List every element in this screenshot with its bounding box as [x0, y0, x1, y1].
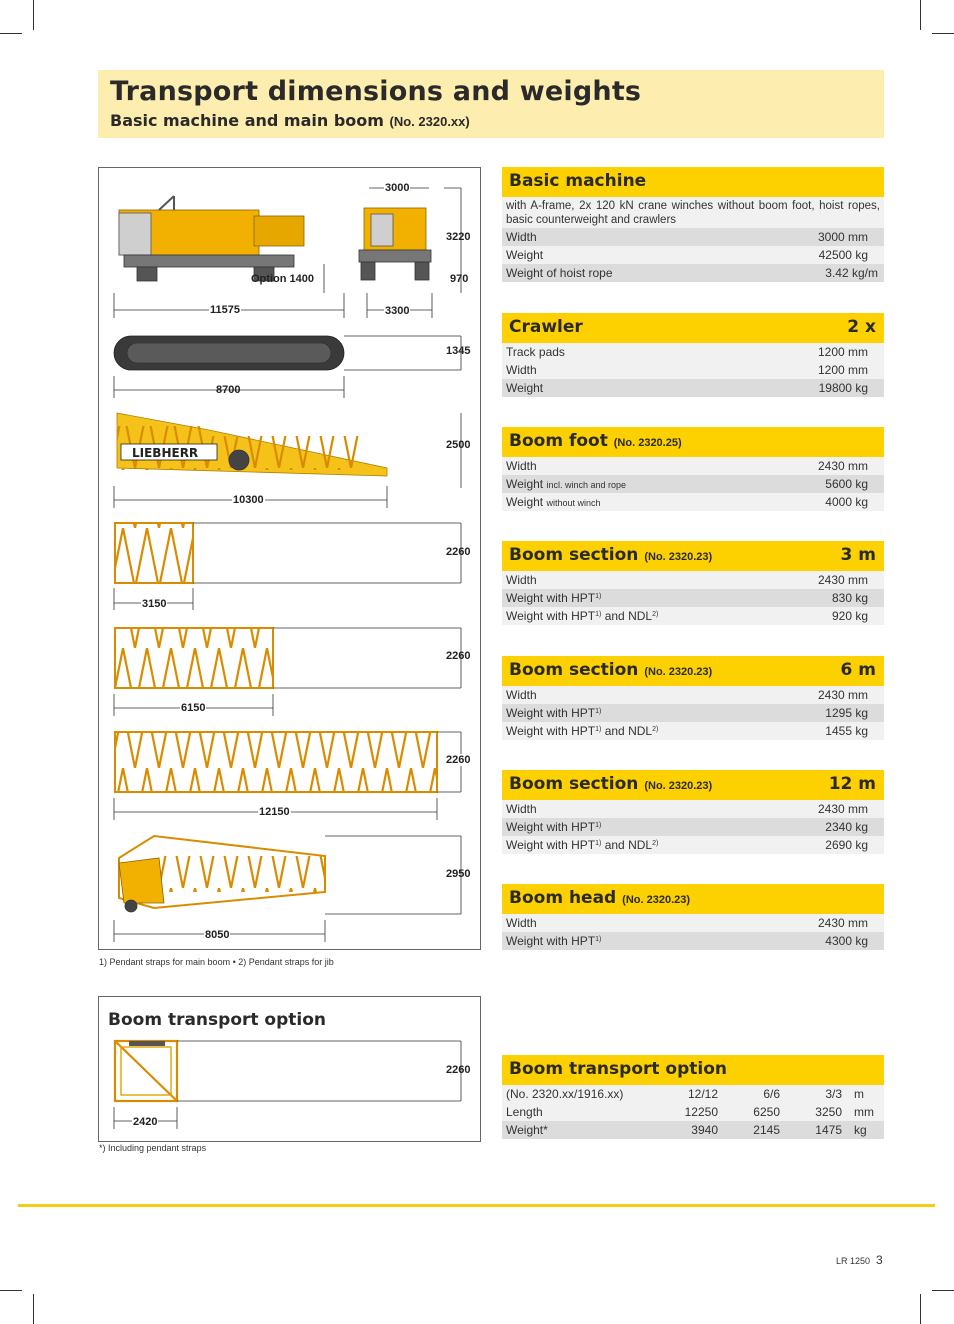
spec-number: (No. 2320.23) [644, 780, 713, 792]
spec-label-text: Weight with HPT [506, 609, 596, 623]
spec-title [509, 774, 712, 794]
spec-header [502, 656, 884, 686]
spec-label [506, 706, 601, 720]
crop-mark [932, 1290, 954, 1291]
spec-value: 2430 mm [817, 688, 868, 702]
spec-value: 920 kg [831, 609, 868, 623]
spec-value: 1200 mm [817, 363, 868, 377]
spec-value: 19800 kg [818, 381, 868, 395]
spec-size: 12 m [828, 774, 876, 794]
spec-header [502, 313, 884, 343]
page-subtitle [110, 111, 470, 130]
footnote-ref: 1) [595, 593, 602, 600]
spec-label: Weight [506, 248, 544, 262]
boom-head-drawing [119, 836, 325, 912]
spec-label-text: Weight with HPT [506, 820, 596, 834]
spec-label-text: Weight [506, 495, 544, 509]
spec-quantity: 2 x [847, 317, 876, 337]
spec-row [502, 589, 884, 607]
spec-value: 2430 mm [817, 916, 868, 930]
spec-value: 2430 mm [817, 802, 868, 816]
spec-unit: mm [854, 1105, 874, 1119]
transport-drawings-panel [98, 167, 481, 950]
dim-1345: 1345 [446, 345, 471, 357]
spec-boom-foot [502, 427, 884, 511]
dim-8050: 8050 [205, 929, 230, 941]
footnote-ref: 1) [595, 708, 602, 715]
spec-value: 1295 kg [825, 706, 868, 720]
spec-title-text: Boom section [509, 545, 639, 565]
spec-row [502, 1085, 884, 1103]
boom-transport-option-panel [98, 996, 481, 1142]
crop-mark [33, 1294, 34, 1324]
spec-label: Width [506, 459, 537, 473]
spec-title [509, 545, 712, 565]
page-footer [836, 1253, 883, 1267]
spec-cell: 6250 [753, 1105, 780, 1119]
spec-value: 2690 kg [825, 838, 868, 852]
spec-cell: 3940 [691, 1123, 718, 1137]
spec-cell: 2145 [753, 1123, 780, 1137]
spec-row [502, 246, 884, 264]
spec-value: 4300 kg [825, 934, 868, 948]
spec-row [502, 457, 884, 475]
footnote-option: *) Including pendant straps [99, 1143, 207, 1153]
dim-3220: 3220 [446, 231, 471, 243]
footnote-ref: 1) [595, 611, 602, 618]
spec-row [502, 932, 884, 950]
crop-mark [33, 0, 34, 30]
spec-row [502, 686, 884, 704]
boom-section-6m-drawing [115, 628, 273, 688]
dim-option: Option 1400 [251, 273, 314, 285]
boom-foot-drawing [117, 413, 387, 476]
dim-970: 970 [450, 273, 469, 285]
spec-row [502, 361, 884, 379]
spec-row [502, 818, 884, 836]
dim-3150: 3150 [142, 598, 167, 610]
spec-value: 830 kg [831, 591, 868, 605]
spec-value: 3.42 kg/m [825, 266, 878, 280]
spec-header [502, 167, 884, 197]
spec-label [506, 477, 626, 491]
spec-cell: 12250 [684, 1105, 718, 1119]
page-number: 3 [876, 1253, 883, 1267]
dim-3300: 3300 [385, 305, 410, 317]
footer-rule [18, 1204, 935, 1207]
spec-description: with A-frame, 2x 120 kN crane winches without boom foot, hoist ropes, basic counterweight and crawlers [502, 197, 884, 228]
dim-11575: 11575 [210, 304, 240, 316]
spec-label: Weight of hoist rope [506, 266, 613, 280]
spec-row [502, 228, 884, 246]
spec-row [502, 607, 884, 625]
spec-row [502, 571, 884, 589]
spec-title-text: Boom section [509, 660, 639, 680]
spec-header [502, 884, 884, 914]
spec-boom-section-6m [502, 656, 884, 740]
spec-row [502, 1121, 884, 1139]
spec-label [506, 934, 601, 948]
dim-2260: 2260 [446, 1064, 471, 1076]
spec-label-text: and NDL [601, 838, 653, 852]
dim-2260: 2260 [446, 546, 471, 558]
spec-header [502, 1055, 884, 1085]
dim-6150: 6150 [181, 702, 206, 714]
spec-header [502, 770, 884, 800]
page-title: Transport dimensions and weights [110, 76, 642, 107]
spec-cell: 3/3 [825, 1087, 842, 1101]
spec-boom-section-12m [502, 770, 884, 854]
spec-title-text: Boom foot [509, 431, 608, 451]
spec-label-text: Weight with HPT [506, 838, 596, 852]
spec-label-note: incl. winch and rope [546, 480, 627, 490]
spec-value: 2430 mm [817, 459, 868, 473]
spec-value: 3000 mm [817, 230, 868, 244]
spec-row [502, 1103, 884, 1121]
dim-2260: 2260 [446, 754, 471, 766]
spec-value: 4000 kg [825, 495, 868, 509]
spec-label: Width [506, 573, 537, 587]
spec-title: Boom transport option [509, 1059, 728, 1079]
spec-cell: 6/6 [763, 1087, 780, 1101]
spec-header [502, 541, 884, 571]
footnote-ref: 2) [652, 726, 659, 733]
spec-title: Crawler [509, 317, 583, 337]
spec-title: Basic machine [509, 171, 647, 191]
spec-unit: m [854, 1087, 864, 1101]
boom-section-12m-drawing [115, 732, 437, 792]
spec-row [502, 475, 884, 493]
spec-title [509, 888, 690, 908]
dim-2950: 2950 [446, 868, 471, 880]
spec-label: Width [506, 363, 537, 377]
spec-value: 42500 kg [818, 248, 868, 262]
dim-2500: 2500 [446, 439, 471, 451]
subtitle-text: Basic machine and main boom [110, 111, 384, 130]
spec-row [502, 264, 884, 282]
spec-label: Weight* [506, 1123, 548, 1137]
spec-label: Width [506, 916, 537, 930]
spec-size: 6 m [840, 660, 876, 680]
basic-machine-front-drawing [359, 208, 431, 280]
spec-label: (No. 2320.xx/1916.xx) [506, 1087, 624, 1101]
spec-boom-head [502, 884, 884, 950]
dim-12150: 12150 [259, 806, 290, 818]
spec-number: (No. 2320.23) [622, 894, 691, 906]
spec-label-text: and NDL [601, 724, 653, 738]
crawler-drawing [114, 336, 344, 370]
spec-value: 2430 mm [817, 573, 868, 587]
spec-row [502, 493, 884, 511]
spec-label [506, 724, 658, 738]
spec-label [506, 838, 658, 852]
model-name: LR 1250 [836, 1256, 871, 1266]
spec-title [509, 431, 682, 451]
spec-cell: 1475 [815, 1123, 842, 1137]
spec-label-note: without winch [546, 498, 601, 508]
spec-label [506, 609, 658, 623]
spec-basic-machine [502, 167, 884, 282]
spec-number: (No. 2320.25) [613, 437, 682, 449]
footnote-ref: 1) [595, 726, 602, 733]
spec-row [502, 914, 884, 932]
dim-2420: 2420 [133, 1116, 158, 1128]
footnote-ref: 1) [595, 840, 602, 847]
spec-label-text: Weight [506, 477, 544, 491]
crop-mark [920, 0, 921, 30]
spec-row [502, 704, 884, 722]
spec-number: (No. 2320.23) [644, 666, 713, 678]
spec-row [502, 800, 884, 818]
boom-section-3m-drawing [115, 523, 193, 583]
spec-label [506, 820, 601, 834]
spec-value: 1455 kg [825, 724, 868, 738]
spec-title-text: Boom section [509, 774, 639, 794]
footnote-ref: 2) [652, 611, 659, 618]
transport-drawings [99, 168, 480, 949]
option-drawing-title: Boom transport option [108, 1010, 327, 1030]
spec-value: 2340 kg [825, 820, 868, 834]
spec-crawler [502, 313, 884, 397]
spec-label: Width [506, 688, 537, 702]
crop-mark [0, 1290, 22, 1291]
spec-size: 3 m [840, 545, 876, 565]
spec-label-text: and NDL [601, 609, 653, 623]
spec-title [509, 660, 712, 680]
spec-value: 1200 mm [817, 345, 868, 359]
crop-mark [932, 33, 954, 34]
spec-label: Length [506, 1105, 543, 1119]
spec-label-text: Weight with HPT [506, 591, 596, 605]
dim-10300: 10300 [233, 494, 264, 506]
footnote-ref: 1) [595, 936, 602, 943]
spec-label-text: Weight with HPT [506, 934, 596, 948]
spec-cell: 3250 [815, 1105, 842, 1119]
spec-cell: 12/12 [687, 1087, 718, 1101]
spec-row [502, 343, 884, 361]
spec-header [502, 427, 884, 457]
spec-value: 5600 kg [825, 477, 868, 491]
dim-2260: 2260 [446, 650, 471, 662]
dim-3000: 3000 [385, 182, 410, 194]
spec-title-text: Boom head [509, 888, 617, 908]
spec-label-text: Weight with HPT [506, 706, 596, 720]
spec-number: (No. 2320.23) [644, 551, 713, 563]
spec-label: Width [506, 230, 537, 244]
liebherr-logo: LIEBHERR [132, 446, 199, 460]
dim-8700: 8700 [216, 384, 241, 396]
spec-unit: kg [854, 1123, 867, 1137]
header-band [98, 70, 884, 138]
spec-row [502, 379, 884, 397]
spec-label: Width [506, 802, 537, 816]
basic-machine-side-drawing [119, 196, 304, 281]
spec-boom-section-3m [502, 541, 884, 625]
crop-mark [920, 1294, 921, 1324]
footnote-main: 1) Pendant straps for main boom • 2) Pendant straps for jib [99, 957, 334, 967]
spec-row [502, 836, 884, 854]
spec-label [506, 495, 601, 509]
spec-label-text: Weight with HPT [506, 724, 596, 738]
spec-label: Track pads [506, 345, 565, 359]
spec-label: Weight [506, 381, 544, 395]
subtitle-number: (No. 2320.xx) [389, 114, 470, 129]
footnote-ref: 2) [652, 840, 659, 847]
spec-label [506, 591, 601, 605]
footnote-ref: 1) [595, 822, 602, 829]
spec-boom-transport-option [502, 1055, 884, 1139]
crop-mark [0, 33, 22, 34]
spec-row [502, 722, 884, 740]
